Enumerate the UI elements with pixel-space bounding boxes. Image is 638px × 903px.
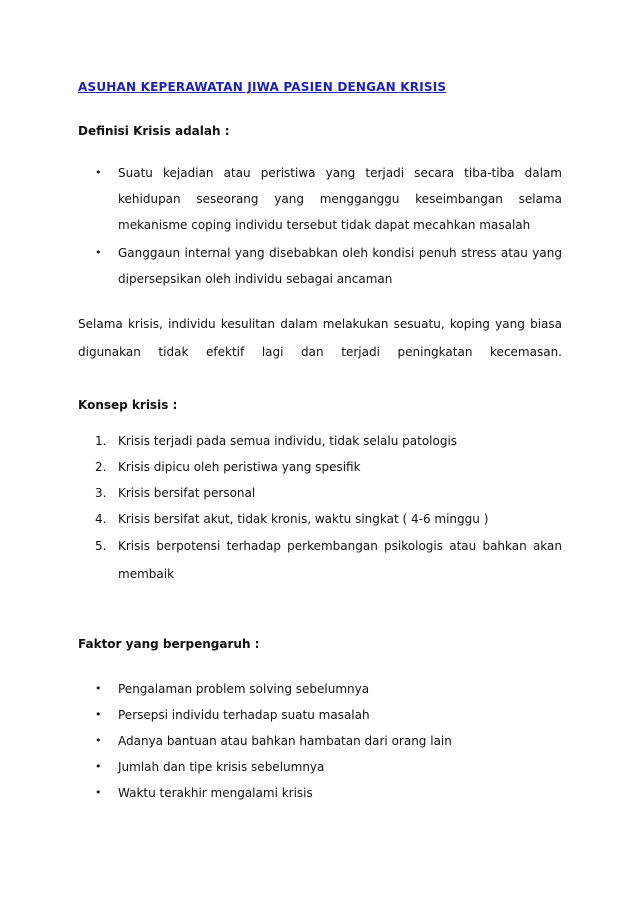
list-number: 5.	[95, 539, 107, 553]
list-item	[78, 702, 562, 728]
faktor-list	[78, 676, 562, 806]
bullet-icon: •	[95, 760, 102, 773]
konsep-item-3: Krisis bersifat personal	[118, 486, 256, 500]
list-item	[78, 428, 562, 454]
list-item	[78, 480, 562, 506]
list-item	[78, 506, 562, 532]
list-number: 1.	[95, 434, 107, 448]
faktor-item-4: Jumlah dan tipe krisis sebelumnya	[118, 760, 325, 774]
list-item	[78, 160, 562, 238]
bullet-icon: •	[95, 682, 102, 695]
konsep-item-1: Krisis terjadi pada semua individu, tidak selalu patologis	[118, 434, 458, 448]
list-item	[78, 532, 562, 588]
list-number: 4.	[95, 512, 107, 526]
konsep-item-5: Krisis berpotensi terhadap perkembangan psikologis atau bahkan akan membaik	[118, 539, 562, 581]
faktor-item-3: Adanya bantuan atau bahkan hambatan dari orang lain	[118, 734, 452, 748]
bullet-icon: •	[95, 246, 102, 259]
list-item	[78, 728, 562, 754]
paragraph-selama-krisis: Selama krisis, individu kesulitan dalam melakukan sesuatu, koping yang biasa digunakan tidak efektif lagi dan terjadi peningkatan kecemasan.	[78, 317, 562, 359]
konsep-item-2: Krisis dipicu oleh peristiwa yang spesifik	[118, 460, 361, 474]
konsep-list	[78, 428, 562, 588]
list-item	[78, 240, 562, 292]
konsep-heading: Konsep krisis :	[78, 398, 178, 412]
konsep-item-4: Krisis bersifat akut, tidak kronis, waktu singkat ( 4-6 minggu )	[118, 512, 489, 526]
definisi-item-1: Suatu kejadian atau peristiwa yang terjadi secara tiba-tiba dalam kehidupan seseorang yang mengganggu keseimbangan selama mekanisme coping individu tersebut tidak dapat mecahkan masalah	[118, 166, 562, 232]
list-item	[78, 754, 562, 780]
definisi-list	[78, 160, 562, 292]
bullet-icon: •	[95, 166, 102, 179]
faktor-item-2: Persepsi individu terhadap suatu masalah	[118, 708, 370, 722]
faktor-item-1: Pengalaman problem solving sebelumnya	[118, 682, 370, 696]
list-item	[78, 454, 562, 480]
list-item	[78, 780, 562, 806]
faktor-item-5: Waktu terakhir mengalami krisis	[118, 786, 313, 800]
bullet-icon: •	[95, 786, 102, 799]
bullet-icon: •	[95, 708, 102, 721]
list-number: 2.	[95, 460, 107, 474]
document-title: ASUHAN KEPERAWATAN JIWA PASIEN DENGAN KRISIS	[78, 80, 447, 94]
bullet-icon: •	[95, 734, 102, 747]
definisi-item-2: Ganggaun internal yang disebabkan oleh kondisi penuh stress atau yang dipersepsikan oleh individu sebagai ancaman	[118, 246, 562, 286]
list-number: 3.	[95, 486, 107, 500]
list-item	[78, 676, 562, 702]
definisi-heading: Definisi Krisis adalah :	[78, 124, 230, 138]
faktor-heading: Faktor yang berpengaruh :	[78, 637, 260, 651]
